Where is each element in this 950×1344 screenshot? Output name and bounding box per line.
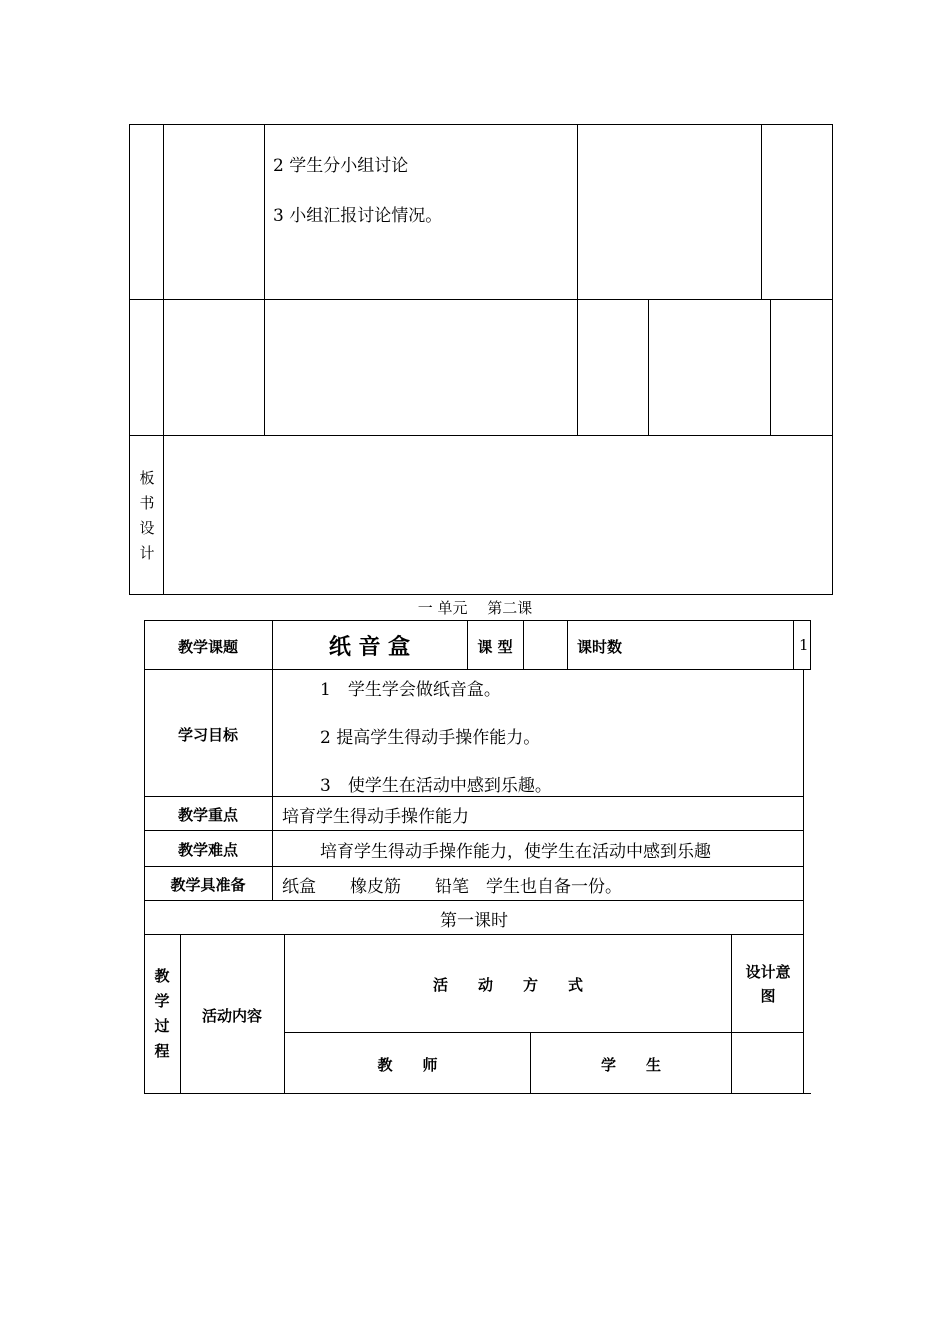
tools-label: 教学具准备 <box>170 876 246 894</box>
teacher-label: 教 师 <box>377 1056 438 1074</box>
tools-value: 纸盒 橡皮筋 铅笔 学生也自备一份。 <box>282 877 622 897</box>
hours-value: 1 <box>799 636 809 654</box>
difficulty-label: 教学难点 <box>177 841 238 859</box>
key-point-label: 教学重点 <box>177 806 238 824</box>
goal-3: 3 使学生在活动中感到乐趣。 <box>320 776 552 796</box>
goal-1: 1 学生学会做纸音盒。 <box>320 680 501 700</box>
goals-label: 学习目标 <box>177 726 238 744</box>
type-label: 课 型 <box>477 638 513 656</box>
hours-label: 课时数 <box>577 638 623 656</box>
session-label: 第一课时 <box>440 911 508 931</box>
goal-2: 2 提高学生得动手操作能力。 <box>320 728 541 748</box>
design-intent-label: 设计意图 <box>745 963 791 1005</box>
discussion-step-3: 3 小组汇报讨论情况。 <box>273 206 443 226</box>
activity-mode-label: 活 动 方 式 <box>432 976 583 994</box>
topic-value: 纸 音 盒 <box>328 635 411 660</box>
process-label: 教 学 过 程 <box>154 967 170 1060</box>
topic-label: 教学课题 <box>177 638 238 656</box>
key-point-value: 培育学生得动手操作能力 <box>282 807 469 827</box>
activity-content-label: 活动内容 <box>201 1007 262 1025</box>
board-design-label: 板 书 设 计 <box>139 469 155 562</box>
discussion-step-2: 2 学生分小组讨论 <box>273 156 409 176</box>
unit-heading: 一 单元 第二课 <box>417 599 533 617</box>
difficulty-value: 培育学生得动手操作能力，使学生在活动中感到乐趣 <box>320 842 711 862</box>
student-label: 学 生 <box>600 1056 661 1074</box>
